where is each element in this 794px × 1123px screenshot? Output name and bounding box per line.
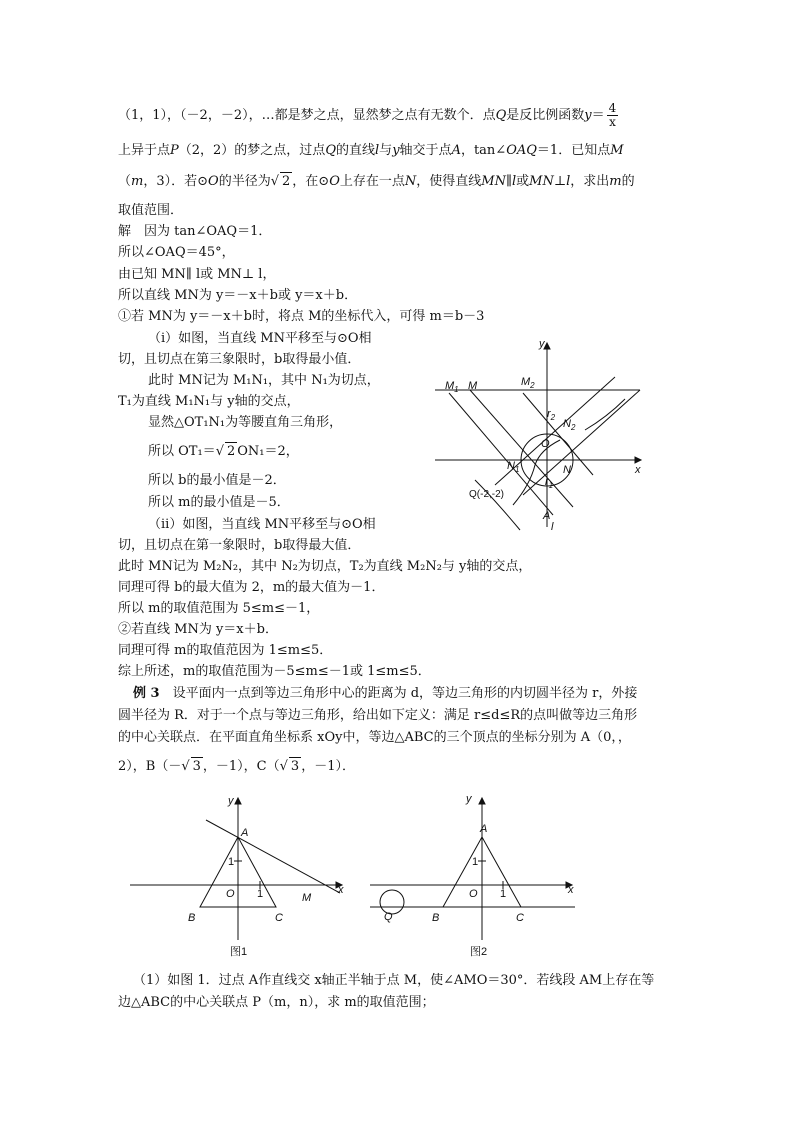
text-line-9: ①若 MN为 y＝－x＋b时，将点 M的坐标代入，可得 m＝b－3 <box>118 309 485 324</box>
y-arrow-icon <box>544 343 550 349</box>
label-y: y <box>466 793 472 805</box>
label-a: A <box>480 823 488 835</box>
text-line-24: 同理可得 m的取值范因为 1≤m≤5． <box>118 643 333 658</box>
text-line-27: 圆半径为 R．对于一个点与等边三角形，给出如下定义：满足 r≤d≤R的点叫做等边三角形 <box>118 708 638 723</box>
text-line-22: 所以 m的取值范围为 5≤m≤－1， <box>118 601 320 616</box>
label-x: x <box>568 884 574 896</box>
label-one-y: 1 <box>472 856 479 868</box>
label-n2: $N_2$ <box>563 418 576 432</box>
label-r2: $r_2$ <box>547 408 556 422</box>
tangent-lines-figure <box>435 335 655 535</box>
x-arrow-icon <box>635 457 641 463</box>
label-one-y: 1 <box>228 856 235 868</box>
line-am <box>206 820 340 893</box>
label-l: l <box>551 521 554 533</box>
figure-2-caption: 图2 <box>470 946 488 958</box>
text-line-26: 例 3 设平面内一点到等边三角形中心的距离为 d，等边三角形的内切圆半径为 r，外接 <box>133 686 638 701</box>
label-b: B <box>188 912 196 924</box>
text-line-31: 边△ABC的中心关联点 P（m，n），求 m的取值范围； <box>118 995 435 1010</box>
text-line-3: （m，3）．若⊙O的半径为√ 2 ，在⊙O上存在一点N，使得直线MN∥l或MN⊥l，求出m的 <box>118 174 635 189</box>
text-line-2: 上异于点P（2，2）的梦之点，过点Q的直线l与y轴交于点A，tan∠OAQ＝1．已知点M <box>118 143 624 158</box>
text-line-7: 由已知 MN∥ l或 MN⊥ l， <box>118 267 276 282</box>
label-m2: $M_2$ <box>521 376 535 390</box>
label-c: C <box>275 912 283 924</box>
label-n1: $N_1$ <box>507 460 520 474</box>
label-b: B <box>432 912 440 924</box>
figure-1-caption: 图1 <box>230 946 248 958</box>
text-line-18: （ii）如图，当直线 MN平移至与⊙O相 <box>148 517 376 532</box>
label-x: x <box>338 884 344 896</box>
label-y: y <box>539 338 545 350</box>
text-line-6: 所以∠OAQ＝45°， <box>118 245 235 260</box>
text-line-19: 切，且切点在第一象限时，b取得最大值． <box>118 538 361 553</box>
hyperbola-branch-1 <box>585 399 625 430</box>
text-line-14: 显然△OT₁N₁为等腰直角三角形， <box>148 415 343 430</box>
y-arrow-icon <box>479 798 485 804</box>
text-line-15: 所以 OT₁＝√ 2 ON₁＝2， <box>148 444 299 459</box>
label-r1: $r_1$ <box>545 476 554 490</box>
label-q: Q <box>384 911 393 923</box>
label-y: y <box>228 795 234 807</box>
y-arrow-icon <box>235 798 241 804</box>
text-line-25: 综上所述，m的取值范围为－5≤m≤－1或 1≤m≤5． <box>118 664 431 679</box>
text-line-10: （i）如图，当直线 MN平移至与⊙O相 <box>148 331 372 346</box>
label-o: O <box>469 888 478 900</box>
label-m1: $M_1$ <box>445 380 459 394</box>
label-q-point: Q(-2,-2) <box>469 489 504 500</box>
text-line-29: 2），B（－√ 3 ，－1），C（√ 3 ，－1）． <box>118 759 355 774</box>
label-n: N <box>563 464 571 476</box>
text-line-1: （1，1），（－2，－2），…都是梦之点，显然梦之点有无数个．点Q是反比例函数y＝ $\frac{4}{x}$ <box>118 101 617 129</box>
text-line-13: T₁为直线 M₁N₁与 y轴的交点， <box>118 394 300 409</box>
text-line-12: 此时 MN记为 M₁N₁，其中 N₁为切点， <box>148 373 380 388</box>
text-line-8: 所以直线 MN为 y＝－x＋b或 y＝x＋b． <box>118 288 358 303</box>
label-one-x: 1 <box>500 888 507 900</box>
label-m: M <box>302 892 312 904</box>
figure-1 <box>130 790 355 960</box>
text-line-4: 取值范围． <box>118 203 184 218</box>
text-line-23: ②若直线 MN为 y＝x＋b． <box>118 622 278 637</box>
text-line-20: 此时 MN记为 M₂N₂，其中 N₂为切点，T₂为直线 M₂N₂与 y轴的交点， <box>118 559 532 574</box>
figure-2 <box>370 790 580 960</box>
label-x: x <box>635 464 641 476</box>
label-o: O <box>226 888 235 900</box>
fraction-4-over-x: $\frac{4}{x}$ <box>608 101 617 129</box>
text-line-11: 切，且切点在第三象限时，b取得最小值． <box>118 352 361 367</box>
label-a: A <box>543 510 551 522</box>
text-line-17: 所以 m的最小值是－5． <box>148 495 290 510</box>
example-label: 例 3 <box>133 686 160 701</box>
label-c: C <box>516 912 524 924</box>
text-line-21: 同理可得 b的最大值为 2，m的最大值为－1． <box>118 580 385 595</box>
label-one-x: 1 <box>257 888 264 900</box>
label-o: O <box>541 438 550 450</box>
text-line-16: 所以 b的最小值是－2． <box>148 473 286 488</box>
label-m: M <box>468 380 478 392</box>
label-a: A <box>241 827 249 839</box>
text-line-5: 解 因为 tan∠OAQ＝1． <box>118 224 272 239</box>
text-line-28: 的中心关联点．在平面直角坐标系 xOy中，等边△ABC的三个顶点的坐标分别为 A（0，， <box>118 730 631 745</box>
text-line-30: （1）如图 1．过点 A作直线交 x轴正半轴于点 M，使∠AMO＝30°．若线段 AM上存在等 <box>133 973 655 988</box>
